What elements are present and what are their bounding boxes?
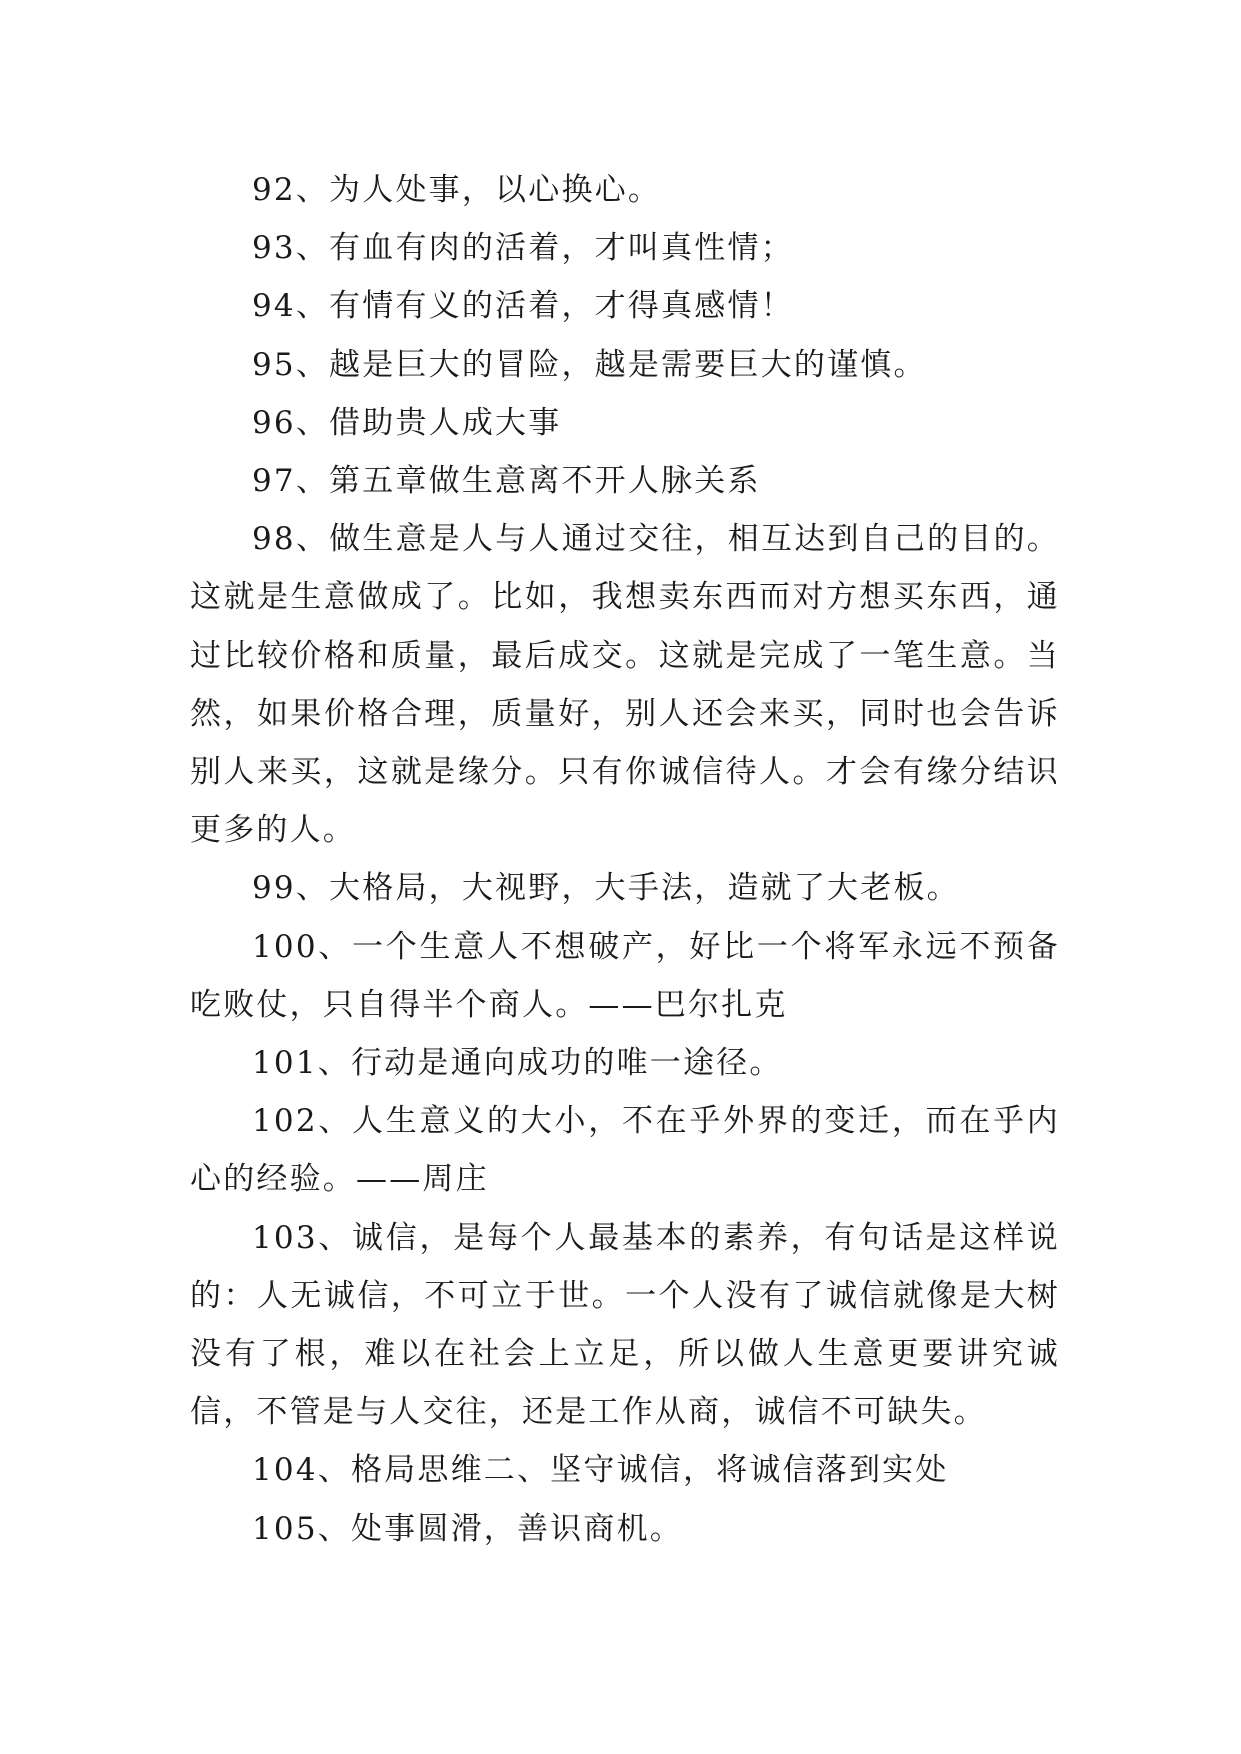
- paragraph-92: 92、为人处事，以心换心。: [252, 172, 662, 208]
- paragraph-93: 93、有血有肉的活着，才叫真性情；: [252, 230, 794, 267]
- paragraph-99: 99、大格局，大视野，大手法，造就了大老板。: [252, 870, 960, 907]
- paragraph-94: 94、有情有义的活着，才得真感情！: [252, 288, 794, 325]
- paragraph-98: 98、做生意是人与人通过交往，相互达到自己的目的。这就是生意做成了。比如，我想卖东西而对方想买东西，通过比较价格和质量，最后成交。这就是完成了一笔生意。当然，如果价格合理，质量好，别人还会来买，同时也会告诉别人来买，这就是缘分。只有你诚信待人。才会有缘分结识更多的人。: [190, 521, 1060, 849]
- paragraph-105: 105、处事圆滑，善识商机。: [252, 1510, 683, 1547]
- paragraph-95: 95、越是巨大的冒险，越是需要巨大的谨慎。: [252, 346, 927, 383]
- paragraph-97: 97、第五章做生意离不开人脉关系: [252, 463, 761, 500]
- paragraph-104: 104、格局思维二、坚守诚信，将诚信落到实处: [252, 1452, 949, 1489]
- paragraph-101: 101、行动是通向成功的唯一途径。: [252, 1045, 783, 1082]
- paragraph-100: 100、一个生意人不想破产，好比一个将军永远不预备吃败仗，只自得半个商人。——巴尔扎克: [190, 928, 1060, 1023]
- document-body: [190, 161, 1060, 1558]
- paragraph-103: 103、诚信，是每个人最基本的素养，有句话是这样说的：人无诚信，不可立于世。一个人没有了诚信就像是大树没有了根，难以在社会上立足，所以做人生意更要讲究诚信，不管是与人交往，还是工作从商，诚信不可缺失。: [190, 1219, 1060, 1431]
- paragraph-96: 96、借助贵人成大事: [252, 404, 562, 441]
- paragraph-102: 102、人生意义的大小，不在乎外界的变迁，而在乎内心的经验。——周庄: [190, 1103, 1060, 1198]
